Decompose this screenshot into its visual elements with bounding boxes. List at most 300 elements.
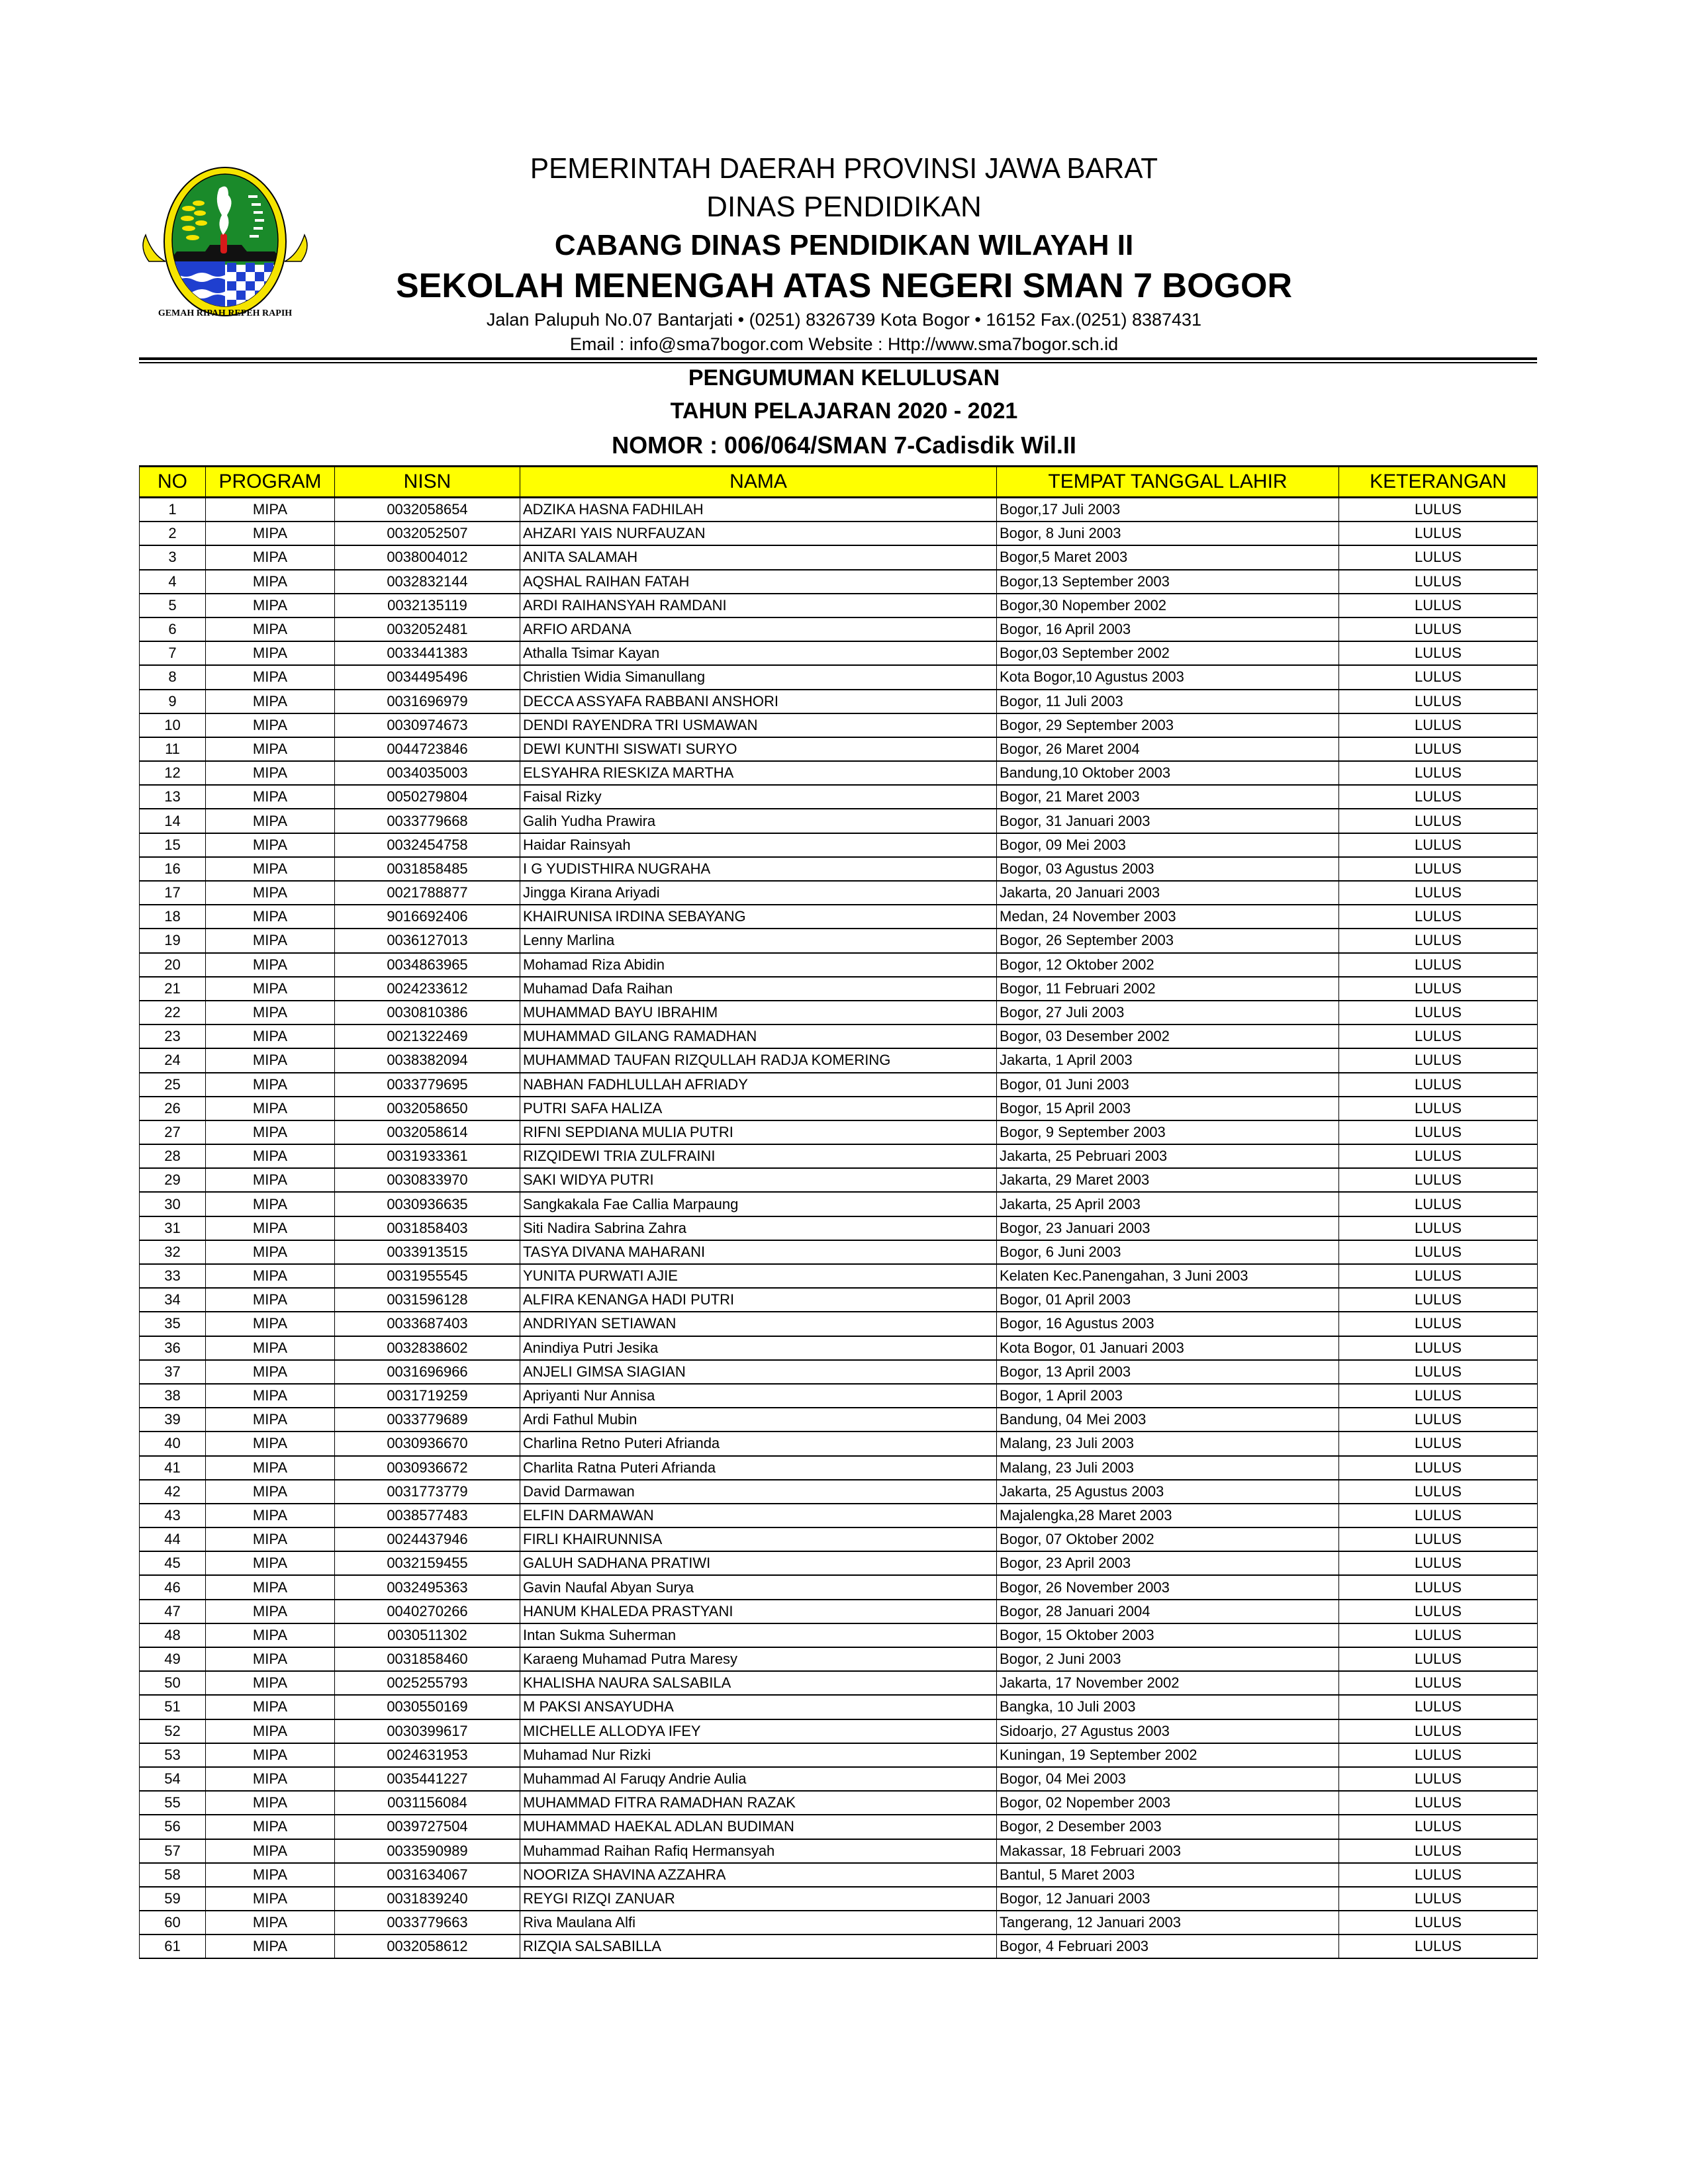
cell-keterangan: LULUS [1339, 1504, 1538, 1527]
department-line: DINAS PENDIDIKAN [706, 191, 982, 223]
table-header-row [140, 467, 1538, 498]
cell-no: 37 [140, 1360, 206, 1384]
table-row [140, 665, 1538, 689]
cell-keterangan: LULUS [1339, 1600, 1538, 1623]
cell-keterangan: LULUS [1339, 1360, 1538, 1384]
cell-nisn: 0032058614 [335, 1120, 520, 1144]
cell-keterangan: LULUS [1339, 1240, 1538, 1264]
cell-no: 39 [140, 1408, 206, 1432]
cell-no: 2 [140, 522, 206, 545]
cell-birth: Bogor, 31 Januari 2003 [997, 809, 1339, 833]
cell-nama: Sangkakala Fae Callia Marpaung [520, 1192, 997, 1216]
cell-keterangan: LULUS [1339, 1647, 1538, 1671]
cell-nama: AQSHAL RAIHAN FATAH [520, 570, 997, 594]
table-row [140, 833, 1538, 857]
cell-no: 8 [140, 665, 206, 689]
cell-nama: GALUH SADHANA PRATIWI [520, 1551, 997, 1575]
table-row [140, 785, 1538, 809]
cell-nama: Muhamad Nur Rizki [520, 1743, 997, 1767]
cell-keterangan: LULUS [1339, 1312, 1538, 1336]
cell-birth: Bogor, 11 Februari 2002 [997, 977, 1339, 1001]
cell-nisn: 0031858403 [335, 1216, 520, 1240]
cell-birth: Bogor, 03 Desember 2002 [997, 1024, 1339, 1048]
cell-nama: REYGI RIZQI ZANUAR [520, 1887, 997, 1911]
cell-birth: Bangka, 10 Juli 2003 [997, 1695, 1339, 1719]
cell-keterangan: LULUS [1339, 881, 1538, 905]
cell-nisn: 0030511302 [335, 1623, 520, 1647]
cell-nisn: 0033441383 [335, 641, 520, 665]
cell-no: 10 [140, 713, 206, 737]
cell-nama: Haidar Rainsyah [520, 833, 997, 857]
cell-nisn: 0024631953 [335, 1743, 520, 1767]
cell-nama: ANJELI GIMSA SIAGIAN [520, 1360, 997, 1384]
cell-nama: Intan Sukma Suherman [520, 1623, 997, 1647]
cell-nama: DEWI KUNTHI SISWATI SURYO [520, 737, 997, 761]
cell-birth: Kota Bogor, 01 Januari 2003 [997, 1336, 1339, 1360]
cell-no: 19 [140, 929, 206, 952]
cell-nama: Charlita Ratna Puteri Afrianda [520, 1456, 997, 1480]
table-row [140, 1911, 1538, 1934]
cell-keterangan: LULUS [1339, 785, 1538, 809]
table-row [140, 1934, 1538, 1958]
table-row [140, 713, 1538, 737]
cell-program: MIPA [206, 1934, 335, 1958]
cell-program: MIPA [206, 1887, 335, 1911]
cell-no: 17 [140, 881, 206, 905]
cell-birth: Bogor, 15 April 2003 [997, 1097, 1339, 1120]
cell-keterangan: LULUS [1339, 1575, 1538, 1599]
cell-keterangan: LULUS [1339, 522, 1538, 545]
cell-nama: ADZIKA HASNA FADHILAH [520, 498, 997, 522]
cell-nisn: 0032058612 [335, 1934, 520, 1958]
letterhead-divider [139, 357, 1537, 363]
cell-no: 20 [140, 953, 206, 977]
cell-program: MIPA [206, 1647, 335, 1671]
cell-program: MIPA [206, 1288, 335, 1312]
table-row [140, 498, 1538, 522]
cell-nisn: 0036127013 [335, 929, 520, 952]
cell-nisn: 0032454758 [335, 833, 520, 857]
cell-no: 54 [140, 1767, 206, 1791]
cell-keterangan: LULUS [1339, 1408, 1538, 1432]
cell-nisn: 0032052507 [335, 522, 520, 545]
cell-program: MIPA [206, 665, 335, 689]
cell-nama: FIRLI KHAIRUNNISA [520, 1527, 997, 1551]
cell-program: MIPA [206, 594, 335, 617]
table-row [140, 1767, 1538, 1791]
cell-no: 30 [140, 1192, 206, 1216]
cell-birth: Bogor, 1 April 2003 [997, 1384, 1339, 1408]
cell-birth: Sidoarjo, 27 Agustus 2003 [997, 1719, 1339, 1743]
cell-program: MIPA [206, 1504, 335, 1527]
cell-nisn: 0038577483 [335, 1504, 520, 1527]
cell-program: MIPA [206, 1024, 335, 1048]
cell-no: 58 [140, 1863, 206, 1887]
cell-keterangan: LULUS [1339, 498, 1538, 522]
cell-program: MIPA [206, 1312, 335, 1336]
table-row [140, 1288, 1538, 1312]
cell-nisn: 0031933361 [335, 1144, 520, 1168]
cell-no: 24 [140, 1048, 206, 1072]
cell-no: 53 [140, 1743, 206, 1767]
cell-no: 21 [140, 977, 206, 1001]
letter-number: NOMOR : 006/064/SMAN 7-Cadisdik Wil.II [612, 432, 1076, 459]
cell-no: 5 [140, 594, 206, 617]
cell-nisn: 0040270266 [335, 1600, 520, 1623]
cell-program: MIPA [206, 1743, 335, 1767]
cell-birth: Bogor, 12 Oktober 2002 [997, 953, 1339, 977]
cell-nisn: 0024437946 [335, 1527, 520, 1551]
cell-no: 29 [140, 1168, 206, 1192]
cell-nisn: 0033779689 [335, 1408, 520, 1432]
cell-program: MIPA [206, 570, 335, 594]
table-row [140, 1815, 1538, 1839]
cell-nisn: 0030550169 [335, 1695, 520, 1719]
cell-nama: ELSYAHRA RIESKIZA MARTHA [520, 761, 997, 785]
cell-no: 51 [140, 1695, 206, 1719]
cell-nama: Mohamad Riza Abidin [520, 953, 997, 977]
cell-nisn: 0021322469 [335, 1024, 520, 1048]
cell-birth: Bogor, 26 November 2003 [997, 1575, 1339, 1599]
cell-keterangan: LULUS [1339, 690, 1538, 713]
government-line: PEMERINTAH DAERAH PROVINSI JAWA BARAT [530, 152, 1158, 185]
cell-keterangan: LULUS [1339, 761, 1538, 785]
cell-nisn: 0033779663 [335, 1911, 520, 1934]
table-row [140, 1144, 1538, 1168]
cell-nama: HANUM KHALEDA PRASTYANI [520, 1600, 997, 1623]
cell-birth: Bogor, 23 Januari 2003 [997, 1216, 1339, 1240]
cell-keterangan: LULUS [1339, 1623, 1538, 1647]
column-header-program: PROGRAM [206, 467, 335, 498]
table-row [140, 545, 1538, 569]
cell-no: 46 [140, 1575, 206, 1599]
cell-nisn: 0030974673 [335, 713, 520, 737]
cell-program: MIPA [206, 1144, 335, 1168]
cell-birth: Bogor, 26 Maret 2004 [997, 737, 1339, 761]
table-row [140, 1671, 1538, 1695]
cell-birth: Bogor, 02 Nopember 2003 [997, 1791, 1339, 1815]
cell-nisn: 0034863965 [335, 953, 520, 977]
cell-birth: Kelaten Kec.Panengahan, 3 Juni 2003 [997, 1264, 1339, 1288]
cell-program: MIPA [206, 1408, 335, 1432]
cell-keterangan: LULUS [1339, 545, 1538, 569]
cell-keterangan: LULUS [1339, 1743, 1538, 1767]
cell-no: 9 [140, 690, 206, 713]
table-row [140, 1791, 1538, 1815]
table-row [140, 617, 1538, 641]
cell-keterangan: LULUS [1339, 1288, 1538, 1312]
cell-nama: RIFNI SEPDIANA MULIA PUTRI [520, 1120, 997, 1144]
cell-program: MIPA [206, 1839, 335, 1863]
table-row [140, 1551, 1538, 1575]
cell-program: MIPA [206, 1120, 335, 1144]
cell-birth: Bogor, 29 September 2003 [997, 713, 1339, 737]
cell-nama: Anindiya Putri Jesika [520, 1336, 997, 1360]
cell-nisn: 0032135119 [335, 594, 520, 617]
table-row [140, 1360, 1538, 1384]
cell-program: MIPA [206, 1384, 335, 1408]
cell-nama: Muhamad Dafa Raihan [520, 977, 997, 1001]
column-header-no: NO [140, 467, 206, 498]
table-row [140, 1168, 1538, 1192]
cell-keterangan: LULUS [1339, 737, 1538, 761]
cell-keterangan: LULUS [1339, 1216, 1538, 1240]
cell-no: 11 [140, 737, 206, 761]
cell-no: 1 [140, 498, 206, 522]
cell-program: MIPA [206, 785, 335, 809]
cell-nisn: 0038004012 [335, 545, 520, 569]
cell-nisn: 0044723846 [335, 737, 520, 761]
cell-program: MIPA [206, 1815, 335, 1839]
cell-nama: Karaeng Muhamad Putra Maresy [520, 1647, 997, 1671]
table-row [140, 1456, 1538, 1480]
cell-birth: Bogor, 23 April 2003 [997, 1551, 1339, 1575]
cell-keterangan: LULUS [1339, 641, 1538, 665]
cell-program: MIPA [206, 1192, 335, 1216]
cell-birth: Bantul, 5 Maret 2003 [997, 1863, 1339, 1887]
table-row [140, 1743, 1538, 1767]
cell-no: 41 [140, 1456, 206, 1480]
cell-keterangan: LULUS [1339, 1336, 1538, 1360]
cell-birth: Bogor, 13 April 2003 [997, 1360, 1339, 1384]
cell-birth: Bogor,5 Maret 2003 [997, 545, 1339, 569]
cell-nisn: 0050279804 [335, 785, 520, 809]
cell-nama: MUHAMMAD TAUFAN RIZQULLAH RADJA KOMERING [520, 1048, 997, 1072]
cell-birth: Bogor, 16 Agustus 2003 [997, 1312, 1339, 1336]
cell-nama: DENDI RAYENDRA TRI USMAWAN [520, 713, 997, 737]
cell-program: MIPA [206, 1073, 335, 1097]
cell-nama: SAKI WIDYA PUTRI [520, 1168, 997, 1192]
cell-nama: AHZARI YAIS NURFAUZAN [520, 522, 997, 545]
cell-program: MIPA [206, 1168, 335, 1192]
cell-no: 6 [140, 617, 206, 641]
cell-nisn: 0034035003 [335, 761, 520, 785]
cell-keterangan: LULUS [1339, 1934, 1538, 1958]
table-row [140, 1600, 1538, 1623]
cell-no: 15 [140, 833, 206, 857]
cell-nisn: 0032838602 [335, 1336, 520, 1360]
cell-keterangan: LULUS [1339, 594, 1538, 617]
cell-program: MIPA [206, 761, 335, 785]
cell-keterangan: LULUS [1339, 1839, 1538, 1863]
table-row [140, 1623, 1538, 1647]
cell-no: 61 [140, 1934, 206, 1958]
table-row [140, 929, 1538, 952]
cell-program: MIPA [206, 929, 335, 952]
cell-birth: Bogor, 9 September 2003 [997, 1120, 1339, 1144]
cell-nama: RIZQIDEWI TRIA ZULFRAINI [520, 1144, 997, 1168]
logo-motto: GEMAH RIPAH REPEH RAPIH [158, 308, 293, 318]
table-row [140, 690, 1538, 713]
table-row [140, 1504, 1538, 1527]
cell-nama: MUHAMMAD FITRA RAMADHAN RAZAK [520, 1791, 997, 1815]
cell-nama: Charlina Retno Puteri Afrianda [520, 1432, 997, 1455]
cell-birth: Bogor, 6 Juni 2003 [997, 1240, 1339, 1264]
cell-no: 26 [140, 1097, 206, 1120]
table-row [140, 641, 1538, 665]
cell-no: 7 [140, 641, 206, 665]
cell-nama: DECCA ASSYAFA RABBANI ANSHORI [520, 690, 997, 713]
cell-keterangan: LULUS [1339, 617, 1538, 641]
cell-nama: TASYA DIVANA MAHARANI [520, 1240, 997, 1264]
cell-birth: Bogor, 07 Oktober 2002 [997, 1527, 1339, 1551]
cell-no: 52 [140, 1719, 206, 1743]
cell-program: MIPA [206, 1048, 335, 1072]
cell-nisn: 0032159455 [335, 1551, 520, 1575]
cell-nisn: 0033779695 [335, 1073, 520, 1097]
cell-birth: Bogor, 11 Juli 2003 [997, 690, 1339, 713]
cell-birth: Bogor, 16 April 2003 [997, 617, 1339, 641]
cell-keterangan: LULUS [1339, 1432, 1538, 1455]
announcement-title: PENGUMUMAN KELULUSAN [688, 365, 1000, 390]
cell-birth: Malang, 23 Juli 2003 [997, 1432, 1339, 1455]
cell-no: 35 [140, 1312, 206, 1336]
cell-nama: MUHAMMAD BAYU IBRAHIM [520, 1001, 997, 1024]
cell-birth: Bogor, 09 Mei 2003 [997, 833, 1339, 857]
cell-program: MIPA [206, 809, 335, 833]
table-row [140, 1336, 1538, 1360]
cell-nisn: 0030399617 [335, 1719, 520, 1743]
cell-keterangan: LULUS [1339, 1671, 1538, 1695]
cell-no: 59 [140, 1887, 206, 1911]
cell-nama: Muhammad Al Faruqy Andrie Aulia [520, 1767, 997, 1791]
cell-nisn: 0039727504 [335, 1815, 520, 1839]
cell-program: MIPA [206, 1791, 335, 1815]
cell-program: MIPA [206, 1911, 335, 1934]
cell-nama: MUHAMMAD GILANG RAMADHAN [520, 1024, 997, 1048]
cell-no: 14 [140, 809, 206, 833]
cell-nama: YUNITA PURWATI AJIE [520, 1264, 997, 1288]
cell-nama: MICHELLE ALLODYA IFEY [520, 1719, 997, 1743]
cell-birth: Bogor, 8 Juni 2003 [997, 522, 1339, 545]
cell-program: MIPA [206, 1623, 335, 1647]
cell-nama: KHALISHA NAURA SALSABILA [520, 1671, 997, 1695]
cell-birth: Bogor,30 Nopember 2002 [997, 594, 1339, 617]
cell-program: MIPA [206, 833, 335, 857]
cell-keterangan: LULUS [1339, 857, 1538, 881]
table-row [140, 1432, 1538, 1455]
cell-program: MIPA [206, 617, 335, 641]
cell-nisn: 0033913515 [335, 1240, 520, 1264]
cell-birth: Bogor, 04 Mei 2003 [997, 1767, 1339, 1791]
cell-nisn: 0032058650 [335, 1097, 520, 1120]
table-row [140, 1480, 1538, 1504]
cell-no: 22 [140, 1001, 206, 1024]
cell-no: 50 [140, 1671, 206, 1695]
table-row [140, 570, 1538, 594]
cell-program: MIPA [206, 690, 335, 713]
cell-nisn: 0031955545 [335, 1264, 520, 1288]
cell-keterangan: LULUS [1339, 1695, 1538, 1719]
table-row [140, 1863, 1538, 1887]
cell-no: 23 [140, 1024, 206, 1048]
cell-program: MIPA [206, 522, 335, 545]
cell-birth: Kota Bogor,10 Agustus 2003 [997, 665, 1339, 689]
cell-no: 36 [140, 1336, 206, 1360]
cell-no: 18 [140, 905, 206, 929]
cell-nisn: 0032832144 [335, 570, 520, 594]
cell-keterangan: LULUS [1339, 1001, 1538, 1024]
cell-nisn: 0031773779 [335, 1480, 520, 1504]
cell-program: MIPA [206, 1551, 335, 1575]
cell-keterangan: LULUS [1339, 1384, 1538, 1408]
cell-program: MIPA [206, 1097, 335, 1120]
cell-program: MIPA [206, 905, 335, 929]
cell-birth: Malang, 23 Juli 2003 [997, 1456, 1339, 1480]
cell-keterangan: LULUS [1339, 905, 1538, 929]
cell-program: MIPA [206, 1600, 335, 1623]
cell-program: MIPA [206, 545, 335, 569]
cell-program: MIPA [206, 737, 335, 761]
cell-nama: NABHAN FADHLULLAH AFRIADY [520, 1073, 997, 1097]
cell-birth: Jakarta, 25 Pebruari 2003 [997, 1144, 1339, 1168]
cell-nisn: 0030936670 [335, 1432, 520, 1455]
cell-nisn: 0031156084 [335, 1791, 520, 1815]
cell-birth: Bogor, 01 April 2003 [997, 1288, 1339, 1312]
cell-keterangan: LULUS [1339, 929, 1538, 952]
cell-program: MIPA [206, 1264, 335, 1288]
cell-nama: ARFIO ARDANA [520, 617, 997, 641]
cell-keterangan: LULUS [1339, 1073, 1538, 1097]
cell-program: MIPA [206, 1240, 335, 1264]
academic-year: TAHUN PELAJARAN 2020 - 2021 [670, 398, 1018, 424]
cell-no: 44 [140, 1527, 206, 1551]
cell-keterangan: LULUS [1339, 977, 1538, 1001]
cell-keterangan: LULUS [1339, 1719, 1538, 1743]
table-row [140, 1120, 1538, 1144]
column-header-nisn: NISN [335, 467, 520, 498]
table-row [140, 1384, 1538, 1408]
cell-no: 25 [140, 1073, 206, 1097]
cell-birth: Bogor,03 September 2002 [997, 641, 1339, 665]
table-row [140, 881, 1538, 905]
cell-birth: Bandung, 04 Mei 2003 [997, 1408, 1339, 1432]
table-row [140, 1216, 1538, 1240]
cell-no: 27 [140, 1120, 206, 1144]
school-name: SEKOLAH MENENGAH ATAS NEGERI SMAN 7 BOGOR [395, 267, 1292, 305]
cell-program: MIPA [206, 1767, 335, 1791]
table-row [140, 905, 1538, 929]
cell-program: MIPA [206, 1432, 335, 1455]
cell-nisn: 0031696979 [335, 690, 520, 713]
cell-nisn: 0031858485 [335, 857, 520, 881]
cell-no: 55 [140, 1791, 206, 1815]
table-row [140, 1240, 1538, 1264]
cell-nisn: 0031858460 [335, 1647, 520, 1671]
cell-program: MIPA [206, 953, 335, 977]
cell-program: MIPA [206, 1575, 335, 1599]
cell-keterangan: LULUS [1339, 1192, 1538, 1216]
cell-birth: Bogor, 01 Juni 2003 [997, 1073, 1339, 1097]
cell-birth: Jakarta, 25 Agustus 2003 [997, 1480, 1339, 1504]
cell-nisn: 0031596128 [335, 1288, 520, 1312]
cell-nisn: 0033687403 [335, 1312, 520, 1336]
cell-no: 38 [140, 1384, 206, 1408]
table-row [140, 594, 1538, 617]
table-row [140, 1408, 1538, 1432]
cell-nama: Athalla Tsimar Kayan [520, 641, 997, 665]
table-row [140, 1312, 1538, 1336]
cell-program: MIPA [206, 641, 335, 665]
cell-no: 33 [140, 1264, 206, 1288]
cell-no: 45 [140, 1551, 206, 1575]
cell-no: 47 [140, 1600, 206, 1623]
table-body [140, 498, 1538, 1959]
cell-nisn: 0024233612 [335, 977, 520, 1001]
cell-birth: Bogor, 03 Agustus 2003 [997, 857, 1339, 881]
cell-keterangan: LULUS [1339, 1120, 1538, 1144]
cell-keterangan: LULUS [1339, 809, 1538, 833]
